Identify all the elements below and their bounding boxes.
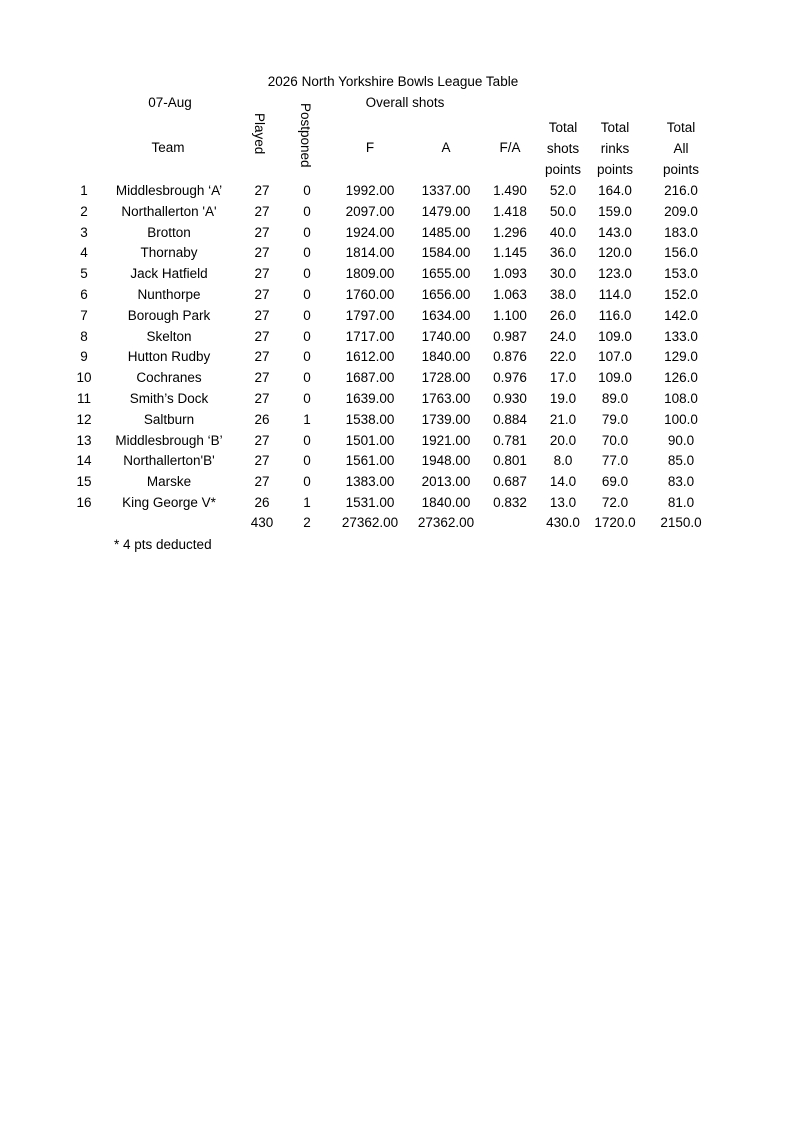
date-label: 07-Aug [148,95,192,110]
row-rinks-points: 159.0 [598,203,632,219]
row-rinks-points: 89.0 [601,391,629,406]
page-title: 2026 North Yorkshire Bowls League Table [267,74,519,89]
total-a: 27362.00 [417,515,475,530]
row-all-points: 153.0 [664,266,698,282]
row-position: 11 [76,391,91,406]
row-f: 1809.00 [345,266,395,282]
row-rinks-points: 70.0 [601,432,629,448]
row-team: Nunthorpe [137,287,201,302]
row-team: Cochranes [136,370,202,386]
table-row [0,263,793,284]
row-all-points: 216.0 [664,183,698,198]
total-postponed: 2 [303,515,311,530]
row-position: 9 [80,349,88,365]
row-shots-points: 26.0 [549,307,577,323]
row-position: 4 [80,245,88,261]
row-team: Marske [146,474,192,490]
row-a: 1921.00 [421,432,471,448]
row-all-points: 81.0 [667,495,695,510]
row-a: 1337.00 [421,183,471,198]
row-played: 27 [254,391,270,406]
row-fa: 0.801 [493,453,527,469]
row-postponed: 0 [303,474,311,490]
row-fa: 0.687 [493,474,527,490]
header-total-rinks-points-3: points [596,162,634,177]
row-played: 26 [254,495,270,510]
row-position: 2 [80,203,88,219]
row-postponed: 0 [303,245,311,261]
row-fa: 0.832 [493,495,527,510]
row-shots-points: 52.0 [549,183,577,198]
row-team: Skelton [146,328,192,344]
row-played: 27 [254,370,270,386]
row-all-points: 209.0 [664,203,698,219]
row-played: 27 [254,183,270,198]
row-a: 1948.00 [421,453,471,469]
row-all-points: 108.0 [664,391,698,406]
row-postponed: 0 [303,370,311,386]
row-rinks-points: 143.0 [598,224,632,240]
row-played: 27 [254,203,270,219]
footnote: * 4 pts deducted [114,537,212,552]
row-rinks-points: 69.0 [601,474,629,490]
row-position: 8 [80,328,88,344]
row-f: 1531.00 [345,495,395,510]
row-shots-points: 50.0 [549,203,577,219]
table-row [0,326,793,347]
row-f: 1561.00 [345,453,395,469]
header-played: Played [252,113,267,155]
row-position: 5 [80,266,88,282]
row-postponed: 0 [303,266,311,282]
row-a: 1763.00 [421,391,471,406]
table-row [0,409,793,430]
row-position: 16 [76,495,92,510]
row-shots-points: 14.0 [549,474,577,490]
row-rinks-points: 120.0 [598,245,632,261]
row-f: 1924.00 [345,224,395,240]
table-row [0,180,793,201]
row-fa: 0.987 [493,328,527,344]
row-f: 1797.00 [345,307,395,323]
header-total-all-points-1: Total [666,120,696,135]
row-fa: 0.930 [493,391,527,406]
row-fa: 1.145 [493,245,527,261]
header-total-shots-points-2: shots [546,141,580,156]
row-postponed: 1 [303,411,311,427]
header-team: Team [151,140,185,155]
row-all-points: 129.0 [664,349,698,365]
row-all-points: 156.0 [664,245,698,261]
row-all-points: 100.0 [664,411,698,427]
row-a: 1584.00 [421,245,471,261]
row-team: Jack Hatfield [130,266,208,282]
row-f: 1687.00 [345,370,395,386]
row-position: 3 [80,224,88,240]
header-a: A [441,140,451,155]
header-total-rinks-points-1: Total [600,120,630,135]
row-team: Middlesbrough ‘A’ [115,183,223,198]
total-played: 430 [250,515,274,530]
header-total-shots-points-3: points [544,162,582,177]
row-postponed: 0 [303,349,311,365]
row-rinks-points: 164.0 [598,183,632,198]
row-shots-points: 21.0 [549,411,577,427]
row-a: 1840.00 [421,495,471,510]
table-row [0,471,793,492]
row-f: 1538.00 [345,411,395,427]
header-fa: F/A [499,140,521,155]
total-all-points: 2150.0 [660,515,702,530]
row-shots-points: 30.0 [549,266,577,282]
row-a: 1479.00 [421,203,471,219]
row-postponed: 0 [303,328,311,344]
header-f: F [365,140,375,155]
row-played: 26 [254,411,270,427]
row-rinks-points: 114.0 [598,287,632,302]
row-a: 1728.00 [421,370,471,386]
table-row [0,367,793,388]
row-team: Borough Park [127,307,211,323]
total-shots-points: 430.0 [546,515,580,530]
row-f: 1717.00 [345,328,395,344]
row-f: 1612.00 [345,349,395,365]
row-fa: 0.876 [493,349,527,365]
row-postponed: 0 [303,307,311,323]
row-team: King George V* [122,495,216,510]
row-team: Middlesbrough ‘B’ [115,432,223,448]
header-total-rinks-points-2: rinks [600,141,630,156]
row-fa: 1.490 [493,183,527,198]
row-fa: 0.884 [493,411,527,427]
total-rinks-points: 1720.0 [594,515,636,530]
row-position: 13 [76,432,92,448]
row-postponed: 0 [303,287,311,302]
header-total-all-points-3: points [662,162,700,177]
row-postponed: 0 [303,203,311,219]
row-rinks-points: 109.0 [598,328,632,344]
row-f: 1814.00 [345,245,395,261]
row-a: 1656.00 [421,287,471,302]
row-a: 1655.00 [421,266,471,282]
row-team: Northallerton'B' [123,453,215,469]
row-shots-points: 22.0 [549,349,577,365]
row-position: 12 [76,411,92,427]
table-row [0,305,793,326]
table-row [0,388,793,409]
header-total-all-points-2: All [673,141,689,156]
row-rinks-points: 107.0 [598,349,632,365]
row-a: 1634.00 [421,307,471,323]
row-a: 1485.00 [421,224,471,240]
row-played: 27 [254,245,270,261]
row-postponed: 0 [303,183,311,198]
row-fa: 1.296 [493,224,527,240]
row-team: Northallerton 'A' [121,203,217,219]
overall-shots-label: Overall shots [365,95,445,110]
row-a: 1840.00 [421,349,471,365]
table-row [0,346,793,367]
row-fa: 1.418 [493,203,527,219]
row-f: 1383.00 [345,474,395,490]
row-all-points: 142.0 [664,307,698,323]
table-row [0,430,793,451]
table-row [0,222,793,243]
row-all-points: 90.0 [667,432,695,448]
row-fa: 0.781 [493,432,527,448]
row-position: 15 [76,474,92,490]
row-played: 27 [254,307,270,323]
row-fa: 1.063 [493,287,527,302]
header-postponed: Postponed [298,103,313,168]
row-shots-points: 17.0 [549,370,577,386]
row-a: 2013.00 [421,474,471,490]
row-played: 27 [254,349,270,365]
row-played: 27 [254,224,270,240]
header-total-shots-points-1: Total [548,120,578,135]
row-position: 1 [80,183,88,198]
row-postponed: 0 [303,453,311,469]
row-all-points: 126.0 [664,370,698,386]
row-team: Hutton Rudby [127,349,211,365]
row-rinks-points: 72.0 [601,495,629,510]
row-shots-points: 19.0 [549,391,577,406]
row-played: 27 [254,287,270,302]
table-row [0,450,793,471]
row-position: 14 [76,453,92,469]
row-shots-points: 13.0 [549,495,577,510]
row-fa: 1.093 [493,266,527,282]
row-all-points: 85.0 [667,453,695,469]
row-rinks-points: 109.0 [598,370,632,386]
row-f: 1501.00 [345,432,395,448]
row-postponed: 0 [303,224,311,240]
row-played: 27 [254,328,270,344]
row-team: Thornaby [140,245,198,261]
table-row [0,284,793,305]
row-a: 1740.00 [421,328,471,344]
row-rinks-points: 79.0 [601,411,629,427]
row-position: 7 [80,307,88,323]
row-all-points: 183.0 [664,224,698,240]
table-row [0,201,793,222]
row-position: 10 [76,370,92,386]
row-shots-points: 20.0 [549,432,577,448]
row-rinks-points: 123.0 [598,266,632,282]
table-row [0,492,793,513]
row-fa: 1.100 [493,307,527,323]
row-rinks-points: 77.0 [601,453,629,469]
row-played: 27 [254,474,270,490]
row-shots-points: 36.0 [549,245,577,261]
total-f: 27362.00 [341,515,399,530]
row-team: Brotton [147,224,191,240]
row-f: 1992.00 [345,183,395,198]
row-shots-points: 38.0 [549,287,577,302]
row-rinks-points: 116.0 [598,307,632,323]
row-all-points: 133.0 [664,328,698,344]
row-shots-points: 40.0 [549,224,577,240]
row-postponed: 1 [303,495,311,510]
row-played: 27 [254,266,270,282]
row-team: Saltburn [143,411,195,427]
row-fa: 0.976 [493,370,527,386]
row-f: 1639.00 [345,391,395,406]
row-played: 27 [254,432,270,448]
row-position: 6 [80,287,88,302]
row-f: 1760.00 [345,287,395,302]
row-played: 27 [254,453,270,469]
row-team: Smith’s Dock [129,391,209,406]
row-all-points: 83.0 [667,474,695,490]
row-postponed: 0 [303,391,311,406]
table-row [0,242,793,263]
row-all-points: 152.0 [664,287,698,302]
row-shots-points: 8.0 [553,453,573,469]
row-a: 1739.00 [421,411,471,427]
row-f: 2097.00 [345,203,395,219]
row-shots-points: 24.0 [549,328,577,344]
row-postponed: 0 [303,432,311,448]
